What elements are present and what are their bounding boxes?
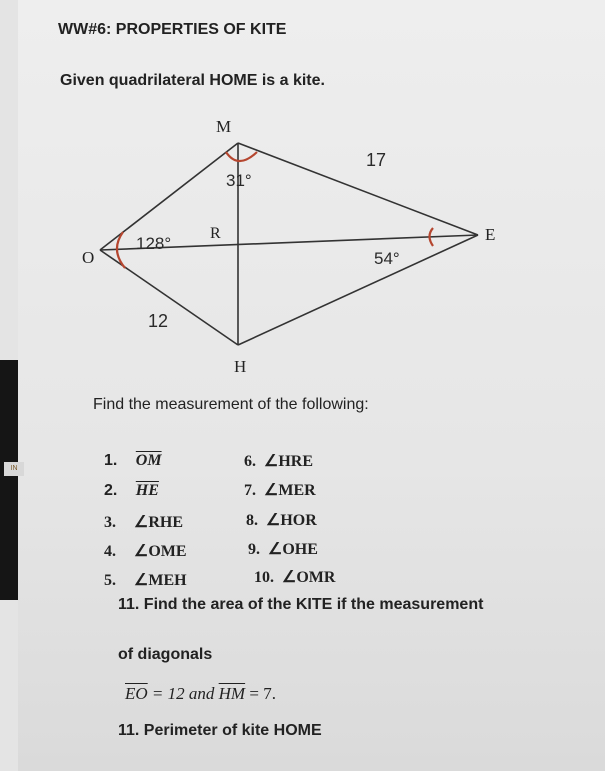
question-11-perimeter: 11. Perimeter of kite HOME (118, 722, 322, 739)
angle-label-e: 54° (374, 249, 400, 268)
angle-label-m: 31° (226, 171, 252, 190)
question-11-area-cont: of diagonals (118, 646, 213, 663)
item-number: 3. (104, 514, 116, 531)
vertex-label-o: O (82, 248, 95, 267)
angle-meh: ∠MEH (134, 572, 187, 589)
item-number: 9. (248, 541, 260, 558)
center-label-r: R (210, 225, 221, 242)
side-oh (100, 250, 238, 345)
angle-ome: ∠OME (134, 543, 187, 560)
item-6 (244, 451, 313, 471)
segment-hm: $\overline{HM}$ (218, 684, 246, 703)
item-number: 5. (104, 572, 116, 589)
item-3 (104, 512, 183, 532)
vertex-label-m: M (216, 117, 232, 136)
item-10 (254, 567, 335, 587)
item-5 (104, 570, 187, 590)
side-label-oh: 12 (148, 311, 169, 331)
angle-hor: ∠HOR (266, 512, 317, 529)
item-9 (248, 539, 318, 559)
angle-arc-m (226, 152, 257, 161)
vertex-label-h: H (234, 357, 247, 376)
find-instructions: Find the measurement of the following: (93, 396, 369, 413)
angle-label-o: 128° (136, 234, 172, 253)
angle-hre: ∠HRE (264, 453, 314, 470)
angle-ohe: ∠OHE (268, 541, 318, 558)
equation-text: = 12 and (147, 684, 219, 703)
question-11-area: 11. Find the area of the KITE if the measurement (118, 596, 484, 613)
angle-omr: ∠OMR (282, 569, 336, 586)
item-4 (104, 541, 187, 561)
side-label-me: 17 (366, 150, 387, 170)
equation-value: = 7. (245, 684, 276, 703)
diagonal-equation (125, 684, 276, 704)
item-number: 10. (254, 569, 274, 586)
item-8 (246, 510, 317, 530)
item-number: 6. (244, 453, 256, 470)
vertex-label-e: E (485, 225, 496, 244)
item-2 (104, 482, 159, 500)
worksheet-title: WW#6: PROPERTIES OF KITE (58, 21, 287, 38)
segment-he: $\overline{HE}$ (135, 482, 159, 499)
given-statement: Given quadrilateral HOME is a kite. (60, 72, 325, 89)
angle-rhe: ∠RHE (134, 514, 184, 531)
side-he (238, 235, 478, 345)
item-number: 1. (104, 452, 118, 469)
segment-om: $\overline{OM}$ (135, 452, 162, 469)
angle-mer: ∠MER (264, 482, 316, 499)
item-1 (104, 452, 162, 470)
item-7 (244, 480, 316, 500)
item-number: 8. (246, 512, 258, 529)
item-number: 2. (104, 482, 118, 499)
item-number: 4. (104, 543, 116, 560)
side-me (238, 143, 478, 235)
background-tab: IN (4, 462, 24, 476)
segment-eo: $\overline{EO}$ (125, 684, 148, 703)
item-number: 7. (244, 482, 256, 499)
